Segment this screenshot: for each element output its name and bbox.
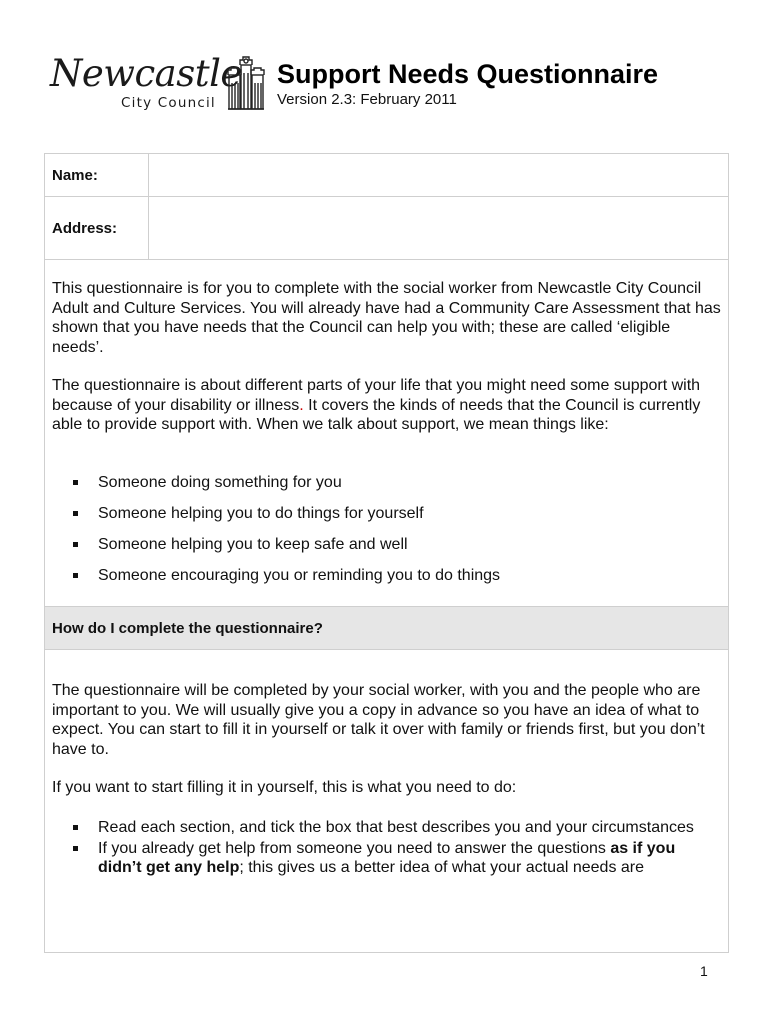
document-header [48,52,748,122]
newcastle-city-council-logo [48,52,273,118]
intro-paragraph-2 [52,376,724,435]
how-to-steps-list [70,818,720,878]
how-to-section [45,650,728,952]
how-to-paragraph-2: If you want to start filling it in yourself, this is what you need to do: [52,779,517,796]
list-item [70,566,500,597]
list-item-text: Someone doing something for you [98,474,342,491]
intro-section [45,260,728,607]
list-item-text: Someone helping you to keep safe and well [98,536,408,553]
square-bullet-icon [73,825,78,830]
questionnaire-table [44,153,729,953]
logo-subtitle: City Council [121,95,216,111]
address-row [45,197,728,260]
title-block [277,58,658,109]
document-version: Version 2.3: February 2011 [277,91,457,108]
logo-wordmark: Newcastle [50,52,242,95]
page-number: 1 [700,963,708,979]
intro-paragraph-2-start: The questionnaire is about different parts of your life that you might need some support with because of your disability or illness [52,377,701,414]
square-bullet-icon [73,480,78,485]
how-to-heading: How do I complete the questionnaire? [45,607,728,650]
emphasis-text: as if you didn’t get any help [98,839,676,876]
support-examples-list [70,473,500,597]
castle-crest-icon [226,55,266,111]
list-item-text-end: ; this gives us a better idea of what your actual needs are [239,859,645,876]
square-bullet-icon [73,542,78,547]
address-field[interactable] [149,197,728,259]
list-item-text: Someone helping you to do things for yourself [98,505,424,522]
document-title: Support Needs Questionnaire [277,59,659,89]
list-item [70,504,500,535]
square-bullet-icon [73,846,78,851]
list-item [70,473,500,504]
intro-paragraph-2-end: It covers the kinds of needs that the Council is currently able to provide support with. When we talk about support, we mean things like: [52,396,701,433]
list-item [70,839,720,878]
address-label: Address: [45,197,149,259]
list-item-text: Read each section, and tick the box that best describes you and your circumstances [98,819,694,836]
list-item [70,818,720,838]
name-row [45,154,728,197]
intro-paragraph-1: This questionnaire is for you to complete with the social worker from Newcastle City Council Adult and Culture Services. You will already have had a Community Care Assessment that has shown that you have needs that the Council can help you with; these are called ‘eligible needs’. [52,280,721,356]
red-period: . [299,396,304,414]
square-bullet-icon [73,511,78,516]
list-item [70,535,500,566]
name-label: Name: [45,154,149,196]
square-bullet-icon [73,573,78,578]
how-to-paragraph-1: The questionnaire will be completed by your social worker, with you and the people who are important to you. We will usually give you a copy in advance so you have an idea of what to expect. You can start to fill it in yourself or talk it over with family or friends first, but you don’t have to. [52,682,705,758]
name-field[interactable] [149,154,728,196]
list-item-text: Someone encouraging you or reminding you to do things [98,567,501,584]
list-item-text-start: If you already get help from someone you need to answer the questions [98,839,611,857]
